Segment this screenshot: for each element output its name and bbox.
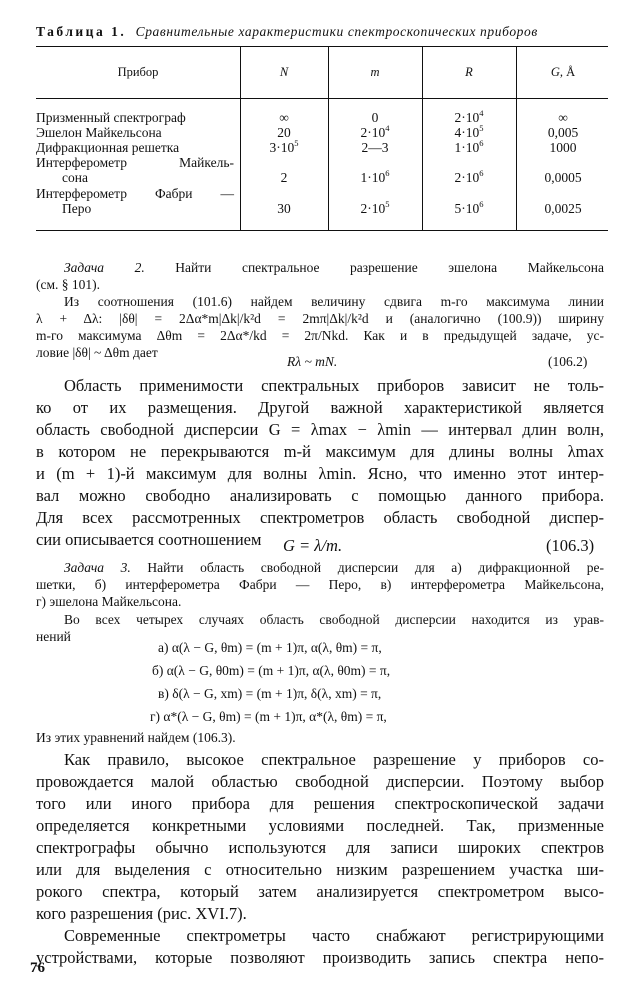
- paragraph-line: сии описывается соотношением: [36, 530, 262, 549]
- problem3-statement-cont: шетки, б) интерферометра Фабри — Перо, в) интерферометра Майкельсона,: [36, 577, 604, 592]
- paragraph-line: область свободной дисперсии G = λmax − λmin — интервал длин волн,: [36, 420, 604, 439]
- paragraph-line: рокого спектра, который затем анализируется спектрометром высо-: [36, 882, 604, 901]
- table-header-m: m: [370, 65, 380, 79]
- problem3-solution-line: Во всех четырех случаях область свободной дисперсии находится из урав-: [64, 612, 604, 627]
- table-top-rule: [36, 46, 608, 47]
- paragraph-line: провождается малой областью свободной дисперсии. Поэтому выбор: [36, 772, 604, 791]
- paragraph-line: Как правило, высокое спектральное разрешение у приборов со-: [64, 750, 604, 769]
- paragraph-line: устройствами, которые позволяют производить запись спектра непо-: [36, 948, 604, 967]
- table-header-device: Прибор: [117, 65, 159, 79]
- problem3-solution-line: нений: [36, 629, 71, 644]
- problem2-solution-line: ловие |δθ| ~ Δθm дает: [36, 345, 158, 360]
- table-row-device: Призменный спектрограф: [36, 110, 186, 125]
- table-cell-m: 0: [371, 110, 379, 125]
- table-cell-g: 0,005: [547, 125, 579, 140]
- table-row-device: Интерферометр Майкель- сона: [36, 155, 234, 185]
- table-label: Таблица 1.: [36, 24, 127, 39]
- paragraph-line: того или иного прибора для решения спектроскопической задачи: [36, 794, 604, 813]
- table-cell-m: 2—3: [361, 140, 389, 155]
- table-bottom-rule: [36, 230, 608, 231]
- problem3-statement-cont: г) эшелона Майкельсона.: [36, 594, 182, 609]
- table-cell-r: $1\cdot 10^6$: [454, 138, 484, 155]
- table-row-device: Дифракционная решетка: [36, 140, 180, 155]
- table-cell-g: 0,0005: [544, 170, 582, 185]
- problem2-solution-line: λ + Δλ: |δθ| = 2Δα*m|Δk|/k²d = 2mπ|Δk|/k²d и (аналогично (100.9)) ширину: [36, 311, 604, 326]
- table-header-g: G, Å: [550, 65, 576, 79]
- table-cell-r: $2\cdot 10^4$: [454, 108, 484, 125]
- paragraph-line: Для всех рассмотренных спектрометров область свободной диспер-: [36, 508, 604, 527]
- problem2-statement: Задача 2. Найти спектральное разрешение эшелона Майкельсона: [64, 260, 605, 275]
- table-cell-m: $2\cdot 10^4$: [360, 123, 390, 140]
- paragraph-line: кого разрешения (рис. XVI.7).: [36, 904, 247, 923]
- table-cell-n: 2: [280, 170, 288, 185]
- problem3-statement: Задача 3. Найти область свободной дисперсии для а) дифракционной ре-: [64, 560, 605, 575]
- paragraph-line: или для выделения с относительно низким разрешением участка ши-: [36, 860, 604, 879]
- table-title: Сравнительные характеристики спектроскопических приборов: [135, 24, 538, 39]
- table-header-n: N: [279, 65, 289, 79]
- paragraph-line: ко от их размещения. Другой важной характеристикой является: [36, 398, 604, 417]
- table-cell-g: 1000: [549, 140, 577, 155]
- table-cell-g: ∞: [558, 110, 568, 125]
- table-cell-n: ∞: [279, 110, 289, 125]
- table-cell-m: $2\cdot 10^5$: [360, 199, 390, 216]
- table-cell-n: 20: [277, 125, 291, 140]
- table-row-device: Интерферометр Фабри — Перо: [36, 186, 234, 216]
- table-header-r: R: [465, 65, 473, 79]
- equation-number: (106.3): [546, 536, 595, 555]
- table-cell-m: $1\cdot 10^6$: [360, 168, 390, 185]
- paragraph-line: определяется конкретными условиями последней. Так, призменные: [36, 816, 604, 835]
- paragraph-line: спектрографы обычно используются для записи широких спектров: [36, 838, 604, 857]
- paragraph-line: в котором не перекрываются m-й максимум для длины волны λmax: [36, 442, 604, 461]
- problem2-statement-cont: (см. § 101).: [36, 277, 101, 292]
- table-cell-r: $4\cdot 10^5$: [454, 123, 484, 140]
- equation-case-c: в) δ(λ − G, xm) = (m + 1)π, δ(λ, xm) = π,: [158, 686, 382, 701]
- equation-106-2: Rλ ~ mN.: [287, 354, 338, 369]
- equation-case-a: а) α(λ − G, θm) = (m + 1)π, α(λ, θm) = π,: [158, 640, 382, 655]
- problem2-solution-line: Из соотношения (101.6) найдем величину сдвига m-го максимума линии: [64, 294, 604, 309]
- table-cell-g: 0,0025: [544, 201, 582, 216]
- equation-number: (106.2): [548, 354, 588, 369]
- paragraph-line: вал можно свободно анализировать с помощью данного прибора.: [36, 486, 604, 505]
- paragraph-line: Область применимости спектральных приборов зависит не толь-: [64, 376, 604, 395]
- table-row-device: Эшелон Майкельсона: [36, 125, 162, 140]
- page-number: 76: [30, 960, 45, 976]
- paragraph-line: Современные спектрометры часто снабжают регистрирующими: [64, 926, 604, 945]
- problem3-conclusion: Из этих уравнений найдем (106.3).: [36, 730, 236, 745]
- problem2-solution-line: m-го максимума Δθm = 2Δα*/kd = 2π/Nkd. Как и в предыдущей задаче, ус-: [36, 328, 604, 343]
- equation-case-b: б) α(λ − G, θ0m) = (m + 1)π, α(λ, θ0m) = π,: [152, 663, 391, 678]
- table-caption: [36, 24, 610, 40]
- table-cell-n: $3\cdot 10^5$: [269, 138, 299, 155]
- equation-106-3: G = λ/m.: [283, 536, 343, 555]
- paragraph-line: и (m + 1)-й максимум для волны λmin. Ясно, что именно этот интер-: [36, 464, 604, 483]
- table-cell-n: 30: [277, 201, 291, 216]
- table-cell-r: $2\cdot 10^6$: [454, 168, 484, 185]
- equation-case-d: г) α*(λ − G, θm) = (m + 1)π, α*(λ, θm) = π,: [150, 709, 387, 724]
- table-cell-r: $5\cdot 10^6$: [454, 199, 484, 216]
- table-header-rule: [36, 98, 608, 99]
